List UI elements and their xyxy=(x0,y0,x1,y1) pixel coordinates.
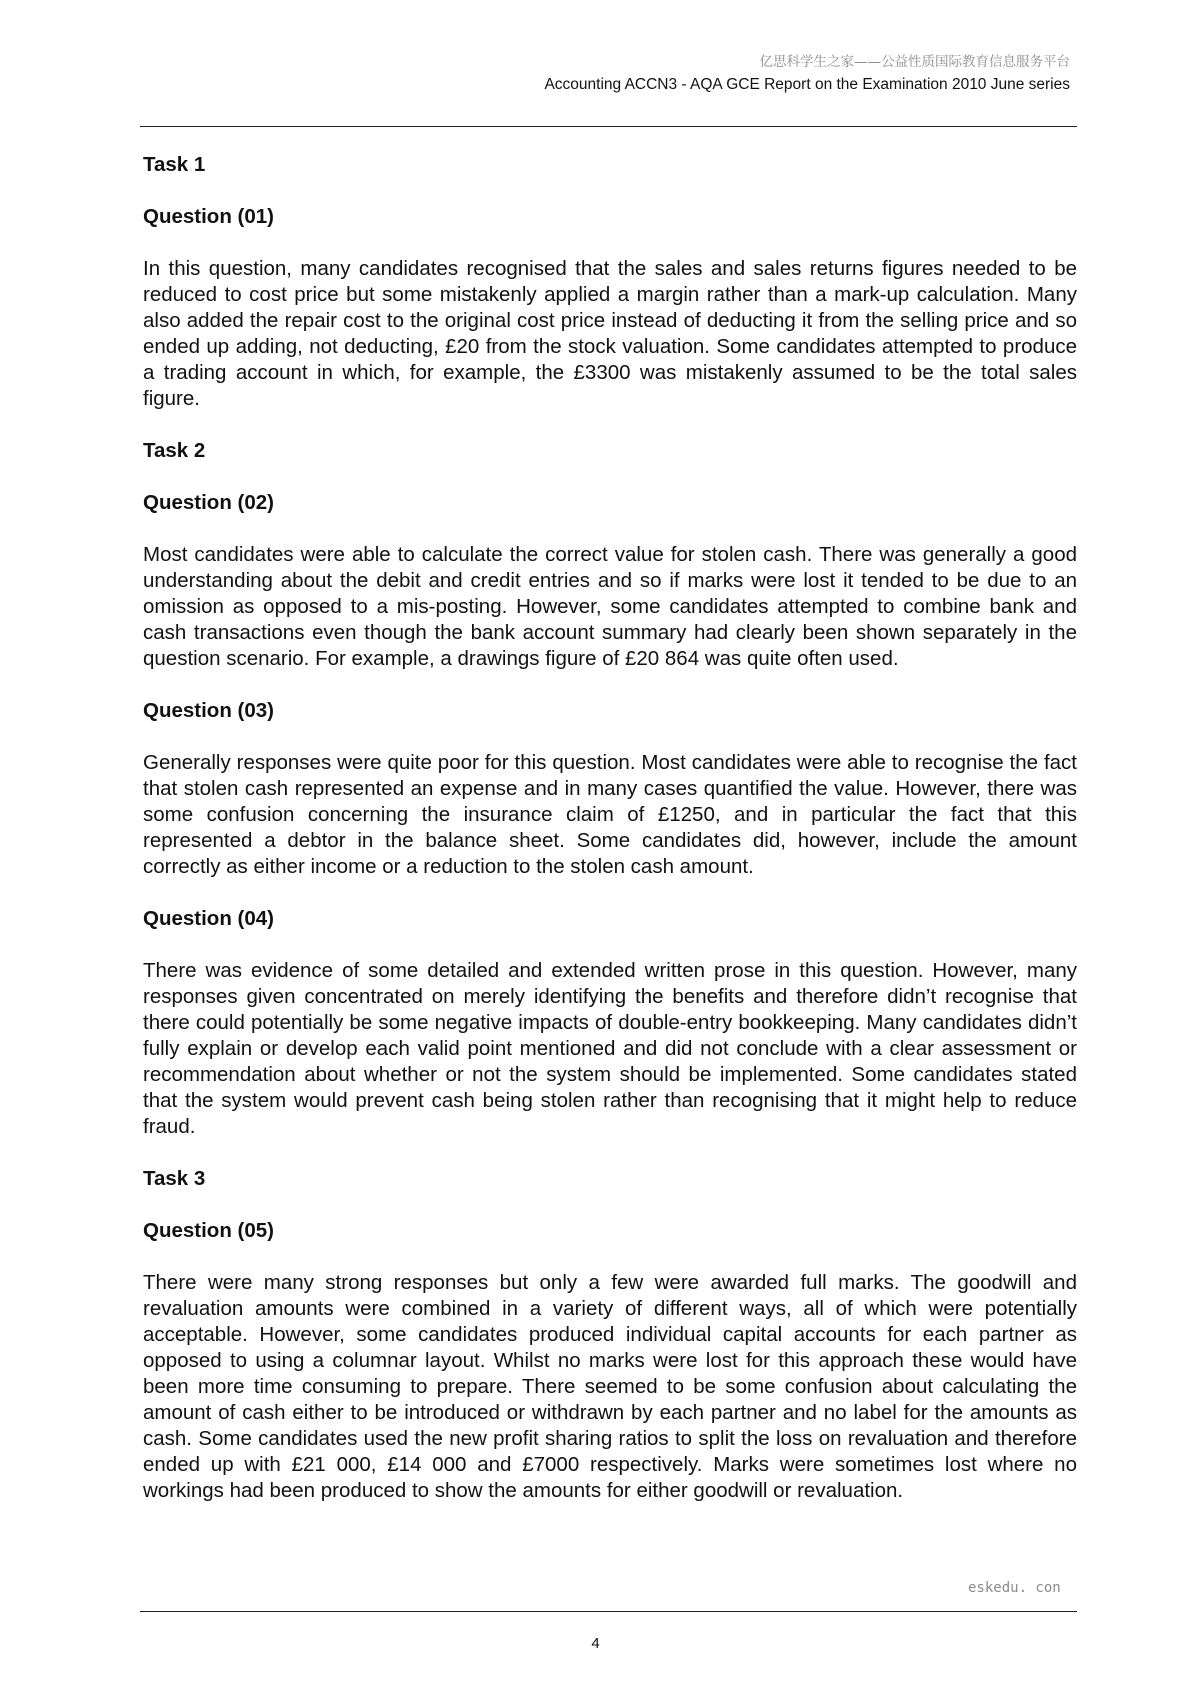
task-heading: Task 2 xyxy=(143,439,206,462)
question-commentary: Most candidates were able to calculate the correct value for stolen cash. There was generally a good understanding about the debit and credit entries and so if marks were lost it tended to be due to an omission as opposed to a mis-posting. However, some candidates attempted to combine bank and cash transactions even though the bank account summary had clearly been shown separately in the question scenario. For example, a drawings figure of £20 864 was quite often used. xyxy=(143,543,1077,670)
question-heading: Question (02) xyxy=(143,491,274,514)
page-number: 4 xyxy=(591,1635,600,1652)
page-header xyxy=(140,52,1070,96)
question-heading: Question (01) xyxy=(143,205,274,228)
question-heading: Question (04) xyxy=(143,907,274,930)
question-heading: Question (03) xyxy=(143,699,274,722)
question-commentary: In this question, many candidates recognised that the sales and sales returns figures needed to be reduced to cost price but some mistakenly applied a margin rather than a mark-up calculation. Many also added the repair cost to the original cost price instead of deducting it from the selling price and so ended up adding, not deducting, £20 from the stock valuation. Some candidates attempted to produce a trading account in which, for example, the £3300 was mistakenly assumed to be the total sales figure. xyxy=(143,257,1077,410)
report-body xyxy=(143,152,1077,1504)
task-heading: Task 1 xyxy=(143,153,206,176)
question-commentary: Generally responses were quite poor for this question. Most candidates were able to recognise the fact that stolen cash represented an expense and in many cases quantified the value. However, there was some confusion concerning the insurance claim of £1250, and in particular the fact that this represented a debtor in the balance sheet. Some candidates did, however, include the amount correctly as either income or a reduction to the stolen cash amount. xyxy=(143,751,1077,878)
task-heading: Task 3 xyxy=(143,1167,206,1190)
footer-divider xyxy=(140,1611,1077,1612)
question-heading: Question (05) xyxy=(143,1219,274,1242)
question-commentary: There was evidence of some detailed and extended written prose in this question. However, many responses given concentrated on merely identifying the benefits and therefore didn’t recognise that there could potentially be some negative impacts of double-entry bookkeeping. Many candidates didn’t fully explain or develop each valid point mentioned and did not conclude with a clear assessment or recommendation about whether or not the system should be implemented. Some candidates stated that the system would prevent cash being stolen rather than recognising that it might help to reduce fraud. xyxy=(143,959,1077,1138)
report-title: Accounting ACCN3 - AQA GCE Report on the Examination 2010 June series xyxy=(544,76,1070,93)
question-commentary: There were many strong responses but only a few were awarded full marks. The goodwill and revaluation amounts were combined in a variety of different ways, all of which were potentially acceptable. However, some candidates produced individual capital accounts for each partner as opposed to using a columnar layout. Whilst no marks were lost for this approach these would have been more time consuming to prepare. There seemed to be some confusion about calculating the amount of cash either to be introduced or withdrawn by each partner and no label for the amounts as cash. Some candidates used the new profit sharing ratios to split the loss on revaluation and therefore ended up with £21 000, £14 000 and £7000 respectively. Marks were sometimes lost where no workings had been produced to show the amounts for either goodwill or revaluation. xyxy=(143,1271,1077,1502)
watermark-text: eskedu. con xyxy=(968,1580,1061,1596)
site-banner-text: 亿思科学生之家——公益性质国际教育信息服务平台 xyxy=(759,54,1070,70)
header-divider xyxy=(140,126,1077,127)
